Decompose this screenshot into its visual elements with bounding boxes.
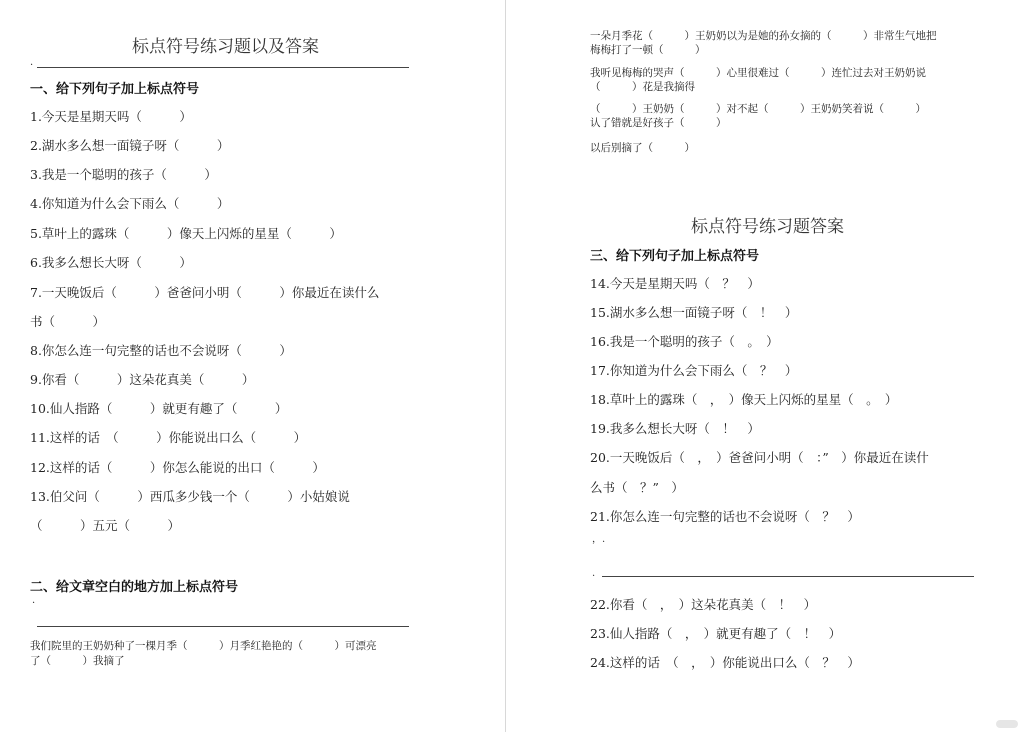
answer-19: 19.我多么想长大呀（ ！ ） [590,421,760,436]
passage-line-1: 我们院里的王奶奶种了一棵月季（ ）月季红艳艳的（ ）可漂亮 [30,640,377,652]
question-7-cont: 书（ ） [30,314,106,329]
right-page [506,0,1024,732]
passage-line-7: （ ）王奶奶（ ）对不起（ ）王奶奶笑着说（ ） [590,103,926,115]
question-3: 3.我是一个聪明的孩子（ ） [30,167,217,182]
question-13: 13.伯父问（ ）西瓜多少钱一个（ ）小姑娘说 [30,489,350,504]
question-4: 4.你知道为什么会下雨么（ ） [30,196,230,211]
passage-line-4: 梅梅打了一顿（ ） [590,44,706,56]
answer-21: 21.你怎么连一句完整的话也不会说呀（ ？ ） [590,509,860,524]
question-2: 2.湖水多么想一面镜子呀（ ） [30,138,230,153]
section-3-heading: 三、给下列句子加上标点符号 [590,249,760,264]
question-13-cont: （ ）五元（ ） [30,518,181,533]
passage-line-3: 一朵月季花（ ）王奶奶以为是她的孙女摘的（ ）非常生气地把 [590,30,937,42]
answers-rule [602,576,974,577]
answer-15: 15.湖水多么想一面镜子呀（ ！ ） [590,305,798,320]
question-9: 9.你看（ ）这朵花真美（ ） [30,372,255,387]
answer-14: 14.今天是星期天吗（ ？ ） [590,276,760,291]
answer-24: 24.这样的话 （ ， ）你能说出口么（ ？ ） [590,655,860,670]
passage-line-6: （ ）花是我摘得 [590,81,695,93]
section-2-heading: 二、给文章空白的地方加上标点符号 [30,580,239,595]
question-1: 1.今天是星期天吗（ ） [30,109,192,124]
document-title: 标点符号练习题以及答案 [132,37,319,57]
question-8: 8.你怎么连一句完整的话也不会说呀（ ） [30,343,292,358]
left-page [0,0,505,732]
scroll-handle[interactable] [996,720,1018,728]
marker-dot: . [592,568,596,579]
passage-line-8: 认了错就是好孩子（ ） [590,117,727,129]
answer-20-cont: 么书（ ？” ） [590,480,684,495]
question-12: 12.这样的话（ ）你怎么能说的出口（ ） [30,460,325,475]
answers-title: 标点符号练习题答案 [691,217,844,237]
question-6: 6.我多么想长大呀（ ） [30,255,192,270]
answer-16: 16.我是一个聪明的孩子（ 。 ） [590,334,779,349]
answer-17: 17.你知道为什么会下雨么（ ？ ） [590,363,798,378]
passage-line-9: 以后别摘了（ ） [590,142,695,154]
marker-dot: ，. [592,534,606,545]
marker-dot: · [32,598,36,609]
section-1-heading: 一、给下列句子加上标点符号 [30,82,200,97]
title-rule [37,67,409,68]
question-7: 7.一天晚饭后（ ）爸爸问小明（ ）你最近在读什么 [30,285,380,300]
answer-18: 18.草叶上的露珠（ ， ）像天上闪烁的星星（ 。 ） [590,392,898,407]
answer-23: 23.仙人指路（ ， ）就更有趣了（ ！ ） [590,626,842,641]
question-5: 5.草叶上的露珠（ ）像天上闪烁的星星（ ） [30,226,342,241]
answer-20: 20.一天晚饭后（ ， ）爸爸问小明（ ：” ）你最近在读什 [590,450,929,465]
passage-line-5: 我听见梅梅的哭声（ ）心里很难过（ ）连忙过去对王奶奶说 [590,67,926,79]
question-11: 11.这样的话 （ ）你能说出口么（ ） [30,430,307,445]
answer-22: 22.你看（ ， ）这朵花真美（ ！ ） [590,597,817,612]
marker-dot: · [30,60,34,71]
question-10: 10.仙人指路（ ）就更有趣了（ ） [30,401,288,416]
passage-line-2: 了（ ）我摘了 [30,655,125,667]
section-2-rule [37,626,409,627]
